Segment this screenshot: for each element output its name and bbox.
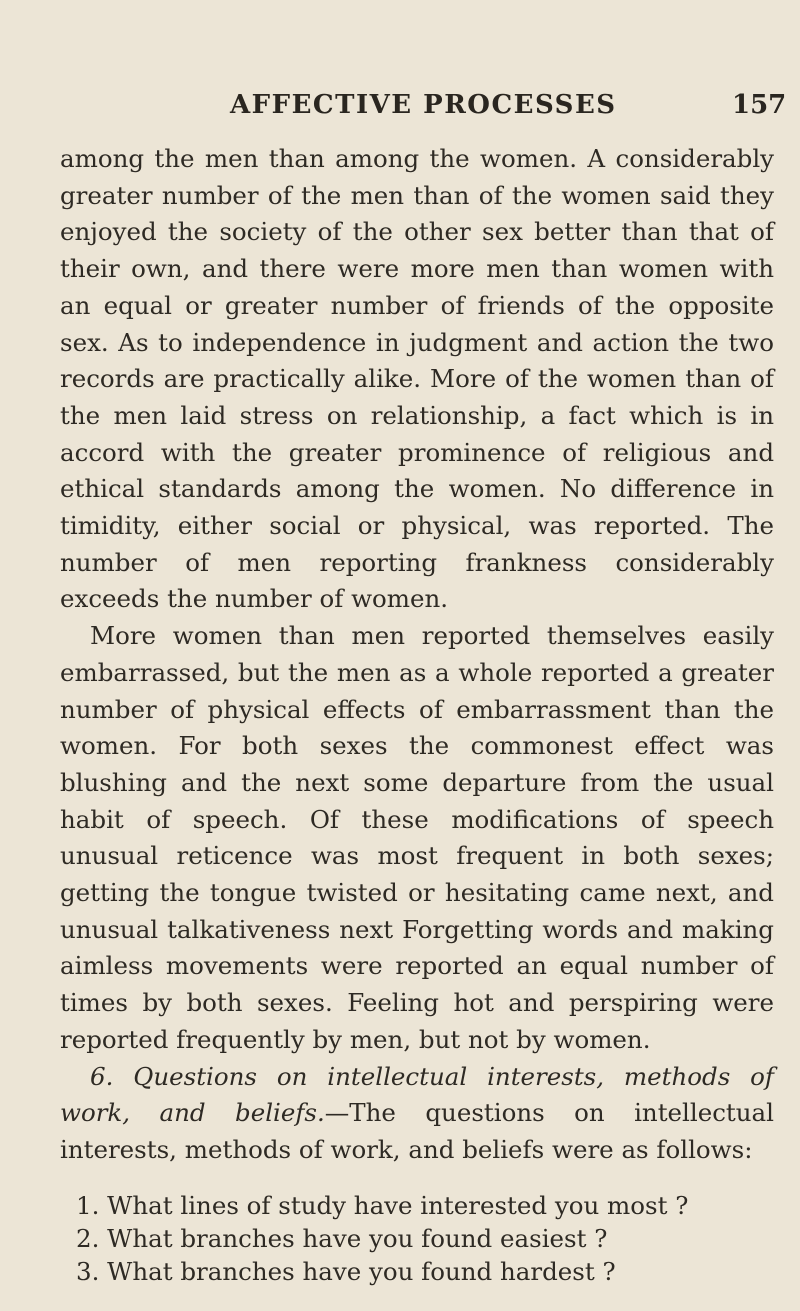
paragraph-2: More women than men reported themselves easily embarrassed, but the men as a whole reported a greater number of physical effects of embarrassment than the women. For both sexes the commonest effect was blushing and the next some departure from the usual habit of speech. Of these modifications of speech unusual reticence was most frequent in both sexes; getting the tongue twisted or hesitating came next, and unusual talkativeness next Forgetting words and making aimless movements were reported an equal number of times by both sexes. Feeling hot and perspiring were reported frequently by men, but not by women. xyxy=(60,621,774,1054)
question-item: 2. What branches have you found easiest ? xyxy=(76,1223,608,1253)
body-text xyxy=(60,141,774,1288)
running-head: AFFECTIVE PROCESSES xyxy=(230,90,617,120)
question-item: 3. What branches have you found hardest ? xyxy=(76,1256,616,1286)
section-heading: 6. Questions on intellectual interests, methods of work, and beliefs. xyxy=(60,1061,774,1128)
question-item: 1. What lines of study have interested you most ? xyxy=(76,1190,689,1220)
page-number: 157 xyxy=(732,90,787,120)
question-list xyxy=(60,1189,774,1288)
paragraph-1: among the men than among the women. A considerably greater number of the men than of the women said they enjoyed the society of the other sex better than that of their own, and there were more men than women with an equal or greater number of friends of the opposite sex. As to independence in judgment and action the two records are practically alike. More of the women than of the men laid stress on relationship, a fact which is in accord with the greater prominence of religious and ethical standards among the women. No difference in timidity, either social or physical, was reported. The number of men reporting frankness considerably exceeds the number of women. xyxy=(60,144,774,614)
paragraph-3 xyxy=(60,1059,774,1169)
section-intro: —The questions on intellectual interests, methods of work, and beliefs were as follows: xyxy=(60,1098,774,1164)
